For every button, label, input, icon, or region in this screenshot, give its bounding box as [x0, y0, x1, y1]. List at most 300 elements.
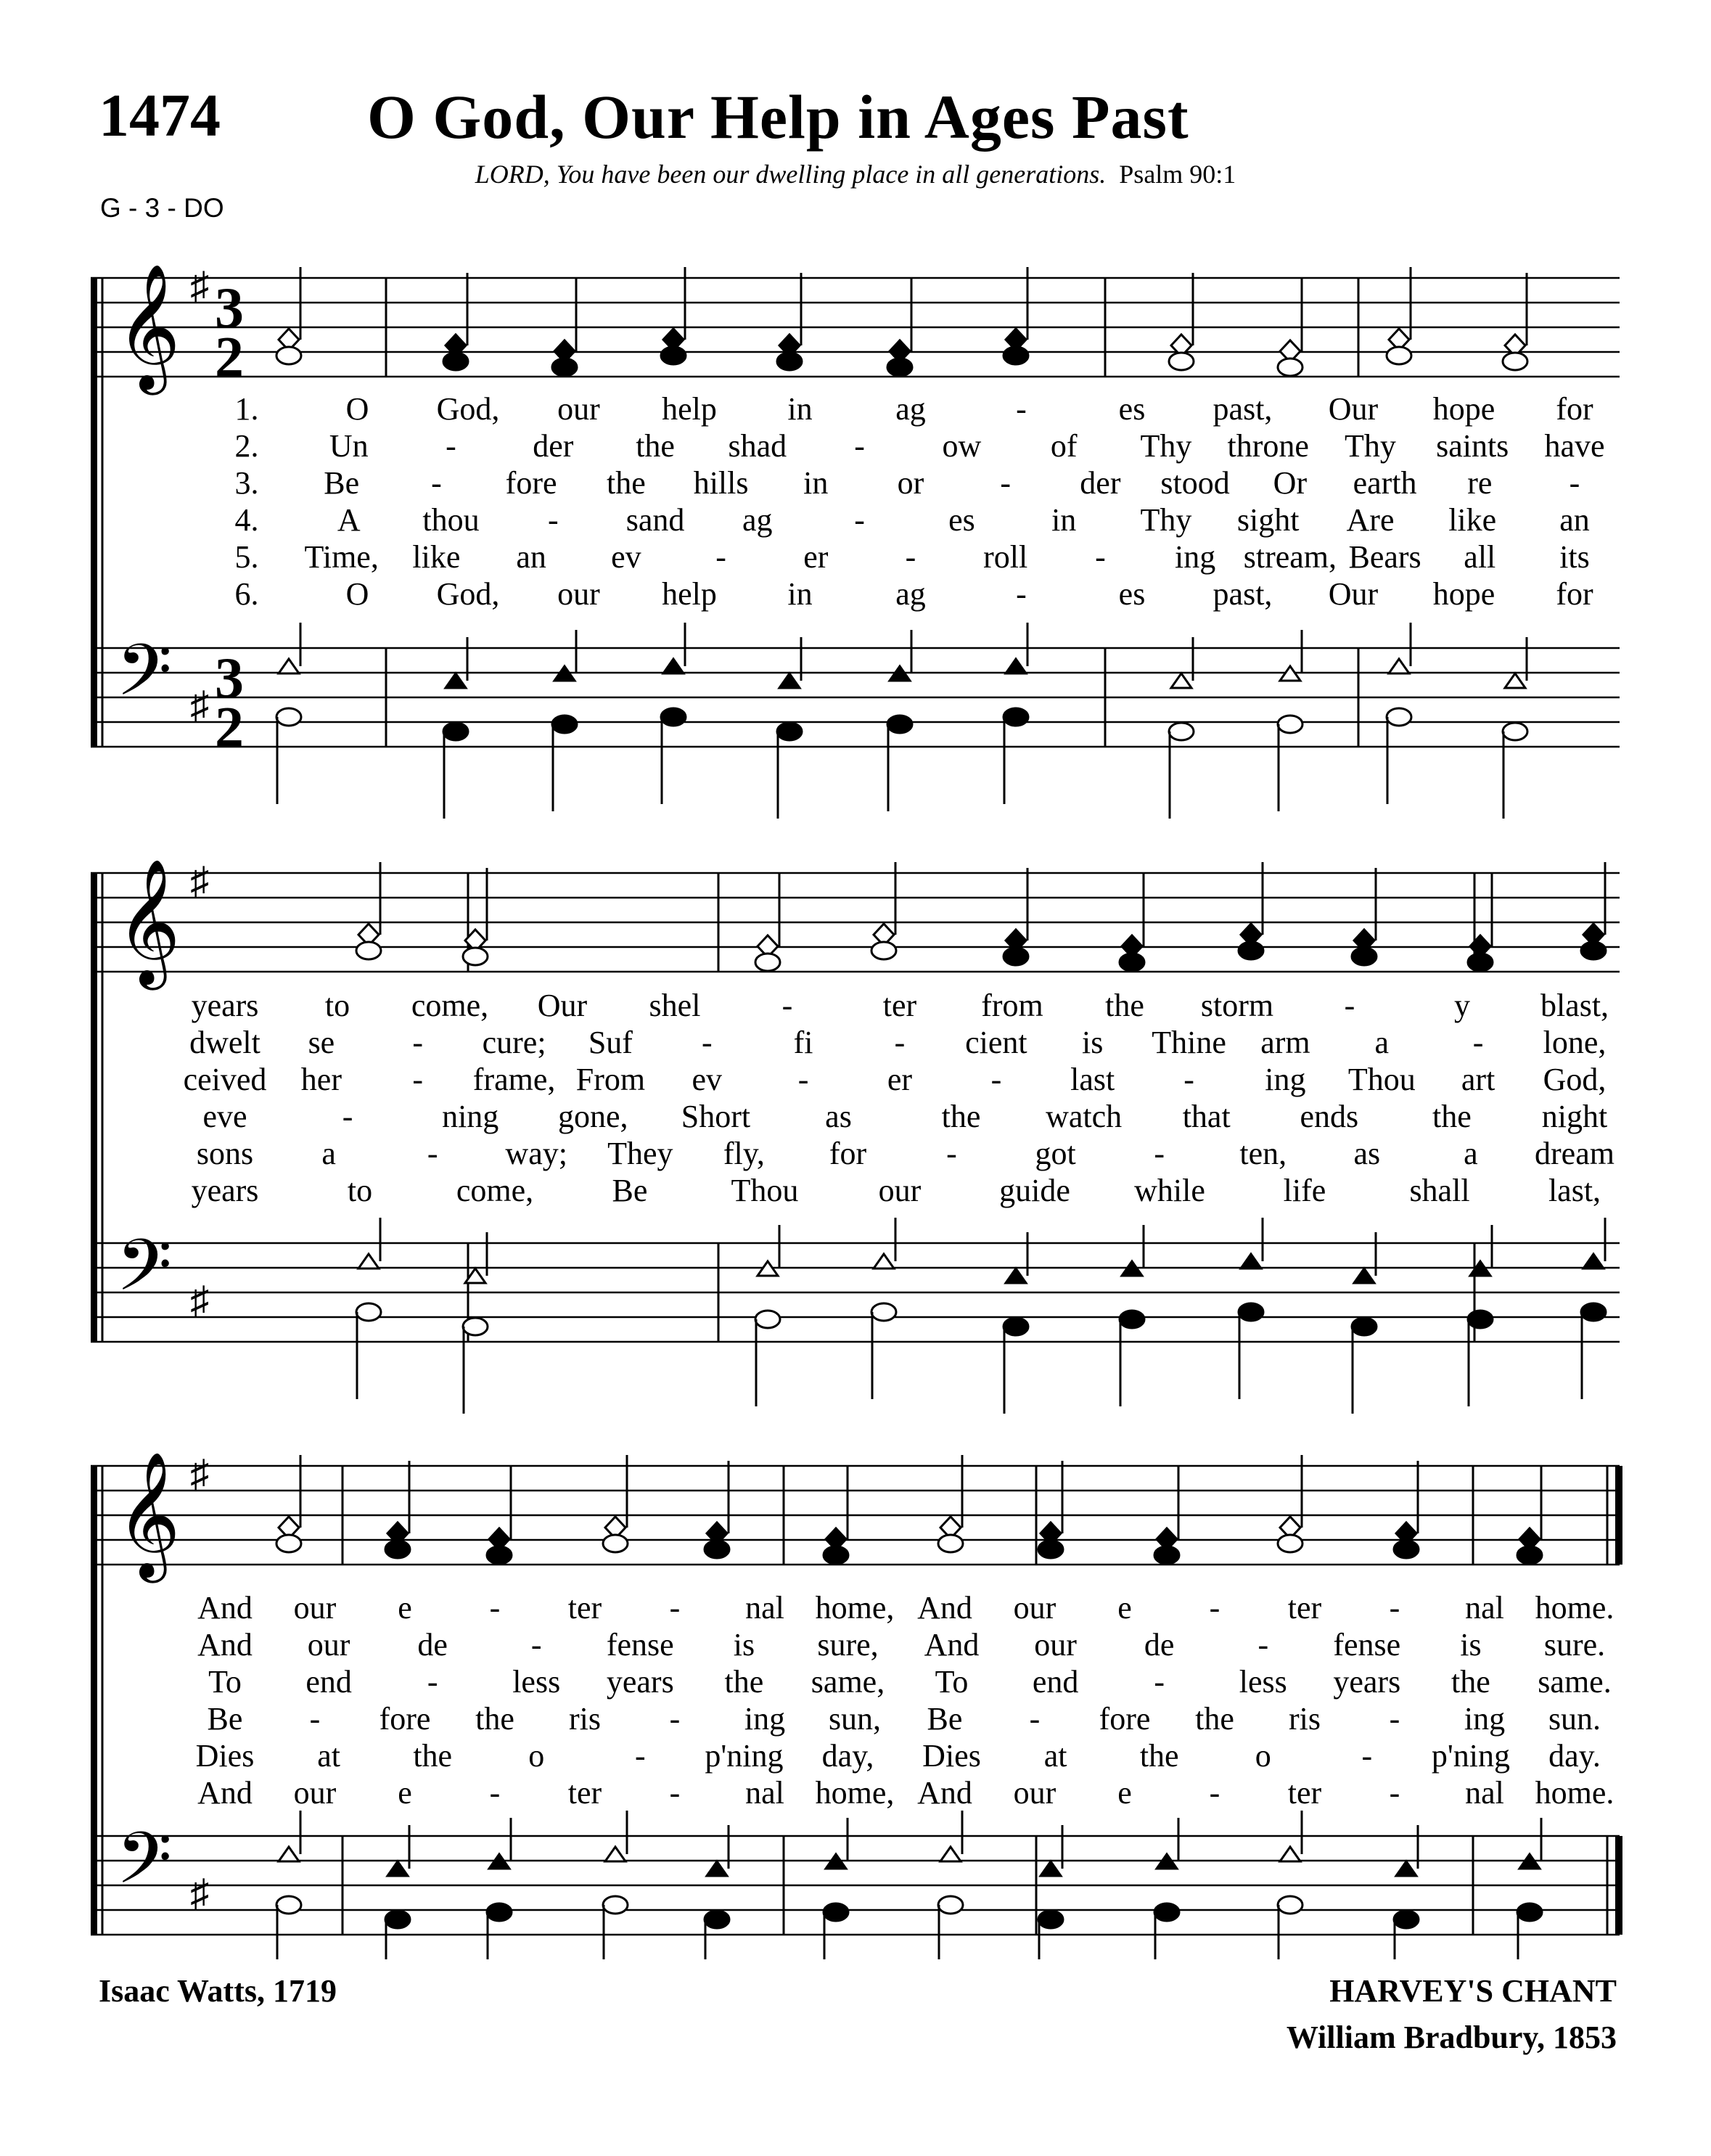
lyric-syllable: Be	[324, 465, 360, 501]
scripture-reference: Psalm 90:1	[1119, 160, 1236, 189]
lyric-syllable: p'ning	[1431, 1738, 1510, 1774]
note-head	[887, 716, 912, 733]
lyric-syllable: sons	[196, 1136, 254, 1171]
lyric-syllable: hope	[1432, 576, 1495, 612]
lyric-syllable: in	[803, 465, 829, 501]
time-signature-bottom: 2	[215, 326, 244, 390]
lyric-syllable: o	[1255, 1738, 1271, 1774]
lyric-syllable: shall	[1409, 1173, 1470, 1208]
lyric-syllable: same,	[811, 1664, 885, 1700]
lyric-syllable: while	[1134, 1173, 1205, 1208]
lyric-syllable: ter	[1287, 1775, 1322, 1811]
lyric-syllable: ev	[611, 539, 641, 575]
lyric-syllable: e	[1117, 1775, 1132, 1811]
note-head	[487, 1546, 512, 1564]
lyric-syllable: se	[308, 1025, 335, 1060]
lyric-syllable: ter	[567, 1775, 602, 1811]
lyric-syllable: end	[1032, 1664, 1079, 1700]
lyric-syllable: years	[191, 988, 259, 1023]
note-head	[1387, 708, 1411, 726]
note-head	[463, 948, 488, 965]
note-head	[661, 708, 686, 726]
lyric-syllable: sure.	[1543, 1627, 1606, 1663]
lyric-syllable: o	[528, 1738, 545, 1774]
lyric-syllable: fi	[793, 1025, 813, 1060]
lyric-syllable: ter	[882, 988, 917, 1023]
scripture-quote: LORD, You have been our dwelling place in all generations.	[475, 160, 1107, 189]
note-head	[1004, 347, 1028, 364]
lyric-syllable: come,	[456, 1173, 534, 1208]
lyric-syllable: lone,	[1543, 1025, 1607, 1060]
lyric-syllable: for	[1556, 576, 1593, 612]
final-bar-line	[1615, 1466, 1622, 1565]
lyric-syllable: less	[1239, 1664, 1287, 1700]
lyric-syllable: -	[427, 1136, 438, 1171]
lyric-syllable: gone,	[558, 1099, 628, 1134]
note-head	[1352, 948, 1376, 965]
lyric-syllable: es	[948, 502, 975, 538]
note-head	[1278, 1535, 1302, 1552]
lyric-syllable: an	[1559, 502, 1590, 538]
lyric-syllable: 2.	[234, 428, 259, 464]
lyric-syllable: at	[317, 1738, 340, 1774]
lyric-syllable: er	[887, 1062, 913, 1097]
lyric-syllable: storm	[1200, 988, 1274, 1023]
lyric-syllable: saints	[1436, 428, 1509, 464]
note-head	[1120, 1311, 1144, 1328]
lyric-syllable: fore	[379, 1701, 431, 1737]
note-head	[1389, 659, 1409, 673]
sharp-icon: ♯	[190, 266, 209, 307]
lyric-syllable: our	[1013, 1775, 1056, 1811]
note-head	[824, 1546, 848, 1564]
note-head	[387, 1861, 408, 1876]
lyric-syllable: -	[342, 1099, 353, 1134]
lyric-syllable: -	[489, 1590, 501, 1626]
lyric-syllable: sun.	[1548, 1701, 1601, 1737]
note-head	[1468, 1311, 1493, 1328]
note-head	[1004, 708, 1028, 726]
lyric-syllable: -	[1154, 1136, 1165, 1171]
note-head	[463, 1318, 488, 1335]
note-head	[1278, 716, 1302, 733]
note-head	[871, 942, 896, 959]
lyric-syllable: -	[1361, 1738, 1373, 1774]
lyric-syllable: Time,	[304, 539, 379, 575]
lyric-syllable: -	[669, 1590, 681, 1626]
lyric-syllable: And	[924, 1627, 980, 1663]
lyric-syllable: 6.	[234, 576, 259, 612]
lyric-syllable: Our	[1328, 576, 1379, 612]
music-system	[91, 861, 1620, 1414]
lyric-syllable: -	[1016, 576, 1027, 612]
lyric-syllable: nal	[1465, 1775, 1504, 1811]
sharp-icon: ♯	[190, 685, 209, 726]
system-bracket	[91, 278, 97, 747]
lyric-syllable: watch	[1046, 1099, 1123, 1134]
lyric-syllable: our	[293, 1775, 337, 1811]
lyric-syllable: Short	[681, 1099, 751, 1134]
lyric-syllable: -	[1569, 465, 1580, 501]
lyric-syllable: its	[1559, 539, 1590, 575]
lyric-syllable: -	[946, 1136, 957, 1171]
lyric-syllable: guide	[999, 1173, 1070, 1208]
lyric-syllable: day,	[821, 1738, 874, 1774]
treble-clef-icon: 𝄞	[116, 267, 181, 388]
lyric-syllable: nal	[745, 1775, 784, 1811]
lyric-syllable: nal	[1465, 1590, 1504, 1626]
note-head	[707, 1861, 727, 1876]
lyric-syllable: God,	[436, 576, 500, 612]
lyric-syllable: in	[787, 391, 813, 427]
lyric-syllable: And	[917, 1590, 972, 1626]
lyric-syllable: a	[1374, 1025, 1390, 1060]
bass-clef-icon: 𝄢	[116, 631, 173, 728]
lyric-syllable: to	[324, 988, 350, 1023]
lyric-syllable: frame,	[472, 1062, 556, 1097]
lyric-syllable: our	[1013, 1590, 1056, 1626]
lyric-syllable: O	[345, 391, 369, 427]
lyric-syllable: sand	[625, 502, 685, 538]
lyric-syllable: help	[662, 576, 717, 612]
note-head	[1517, 1903, 1542, 1921]
note-head	[938, 1535, 963, 1552]
lyric-syllable: come,	[411, 988, 489, 1023]
lyric-syllable: -	[1389, 1701, 1400, 1737]
lyric-syllable: fore	[1099, 1701, 1151, 1737]
lyric-syllable: all	[1464, 539, 1496, 575]
lyric-syllable: night	[1541, 1099, 1608, 1134]
note-head	[443, 723, 468, 740]
lyric-syllable: our	[557, 576, 600, 612]
lyric-syllable: es	[1118, 576, 1146, 612]
lyric-syllable: like	[412, 539, 461, 575]
lyric-syllable: a	[1464, 1136, 1478, 1171]
lyric-syllable: -	[854, 428, 865, 464]
sharp-icon: ♯	[190, 1280, 209, 1321]
lyric-syllable: -	[1389, 1775, 1400, 1811]
lyric-syllable: -	[309, 1701, 321, 1737]
note-head	[1004, 1318, 1028, 1335]
lyric-syllable: as	[1353, 1136, 1381, 1171]
lyric-syllable: less	[512, 1664, 561, 1700]
note-head	[443, 353, 468, 370]
note-head	[1171, 673, 1191, 688]
note-head	[663, 659, 684, 673]
lyric-syllable: a	[321, 1136, 336, 1171]
lyric-syllable: -	[1016, 391, 1027, 427]
lyric-syllable: Bears	[1348, 539, 1421, 575]
lyric-syllable: Or	[1273, 465, 1308, 501]
note-head	[605, 1847, 625, 1861]
lyric-syllable: -	[1095, 539, 1106, 575]
lyric-syllable: fense	[606, 1627, 674, 1663]
lyric-syllable: last,	[1548, 1173, 1601, 1208]
note-head	[777, 723, 802, 740]
note-head	[755, 1311, 780, 1328]
note-head	[603, 1535, 628, 1552]
lyric-syllable: God,	[1543, 1062, 1607, 1097]
lyric-syllable: like	[1448, 502, 1497, 538]
lyric-syllable: ing	[744, 1701, 786, 1737]
lyric-syllable: years	[606, 1664, 674, 1700]
lyric-syllable: O	[345, 576, 369, 612]
lyric-syllable: got	[1035, 1136, 1076, 1171]
lyric-syllable: fore	[505, 465, 557, 501]
lyric-syllable: throne	[1227, 428, 1309, 464]
lyric-syllable: ing	[1265, 1062, 1306, 1097]
lyric-syllable: or	[897, 465, 924, 501]
lyric-syllable: ris	[569, 1701, 601, 1737]
note-head	[446, 673, 466, 688]
note-head	[487, 1903, 512, 1921]
lyric-syllable: Thou	[1347, 1062, 1416, 1097]
lyric-syllable: p'ning	[705, 1738, 784, 1774]
lyric-syllable: the	[607, 465, 646, 501]
note-head	[1041, 1861, 1061, 1876]
hymn-number: 1474	[99, 82, 221, 149]
lyric-syllable: y	[1454, 988, 1470, 1023]
lyric-syllable: is	[733, 1627, 755, 1663]
music-system	[91, 1454, 1622, 1959]
note-head	[1239, 1303, 1263, 1321]
lyric-syllable: ter	[567, 1590, 602, 1626]
lyric-syllable: -	[1257, 1627, 1269, 1663]
lyric-syllable: fly,	[723, 1136, 765, 1171]
note-head	[1278, 1896, 1302, 1914]
lyric-syllable: fense	[1333, 1627, 1401, 1663]
lyric-syllable: the	[1139, 1738, 1179, 1774]
lyric-syllable: Are	[1346, 502, 1395, 538]
note-head	[552, 716, 577, 733]
lyric-syllable: -	[412, 1025, 424, 1060]
note-head	[874, 1254, 894, 1268]
lyric-syllable: is	[1460, 1627, 1482, 1663]
lyric-syllable: sun,	[828, 1701, 882, 1737]
lyric-syllable: arm	[1260, 1025, 1310, 1060]
lyric-syllable: the	[1105, 988, 1144, 1023]
lyric-syllable: Our	[1328, 391, 1379, 427]
lyric-syllable: e	[398, 1590, 412, 1626]
lyric-syllable: the	[1451, 1664, 1490, 1700]
lyric-syllable: home.	[1535, 1775, 1614, 1811]
lyric-syllable: is	[1082, 1025, 1104, 1060]
lyric-syllable: shad	[728, 428, 787, 464]
lyric-syllable: 1.	[234, 391, 259, 427]
note-head	[871, 1303, 896, 1321]
note-head	[1120, 954, 1144, 971]
lyric-syllable: And	[197, 1627, 253, 1663]
note-head	[279, 1847, 299, 1861]
lyric-syllable: -	[634, 1738, 646, 1774]
treble-clef-icon: 𝄞	[116, 1455, 181, 1575]
lyric-syllable: Be	[927, 1701, 963, 1737]
note-head	[1387, 347, 1411, 364]
lyric-syllable: -	[1209, 1590, 1220, 1626]
note-head	[1394, 1911, 1419, 1928]
note-head	[938, 1896, 963, 1914]
lyric-syllable: re	[1467, 465, 1493, 501]
author-credit: Isaac Watts, 1719	[99, 1973, 337, 2009]
lyric-syllable: -	[1472, 1025, 1484, 1060]
lyric-syllable: the	[475, 1701, 514, 1737]
note-head	[276, 1896, 301, 1914]
note-head	[779, 673, 800, 688]
lyric-syllable: past,	[1213, 576, 1273, 612]
note-head	[1505, 673, 1525, 688]
lyric-syllable: roll	[983, 539, 1028, 575]
system-bracket	[91, 1466, 97, 1935]
lyric-syllable: -	[894, 1025, 906, 1060]
lyric-syllable: our	[307, 1627, 350, 1663]
lyric-syllable: Suf	[588, 1025, 633, 1060]
lyric-syllable: from	[981, 988, 1043, 1023]
note-head	[356, 1303, 381, 1321]
lyric-syllable: -	[446, 428, 456, 464]
lyric-syllable: From	[575, 1062, 646, 1097]
lyric-syllable: ceived	[183, 1062, 267, 1097]
bass-clef-icon: 𝄢	[116, 1226, 173, 1323]
lyric-syllable: that	[1182, 1099, 1231, 1134]
lyric-syllable: -	[854, 502, 865, 538]
bass-clef-icon: 𝄢	[116, 1819, 173, 1916]
lyric-syllable: -	[669, 1775, 681, 1811]
lyric-syllable: help	[662, 391, 717, 427]
note-head	[1503, 353, 1527, 370]
note-head	[552, 358, 577, 376]
note-head	[1581, 1303, 1606, 1321]
lyric-syllable: stood	[1160, 465, 1230, 501]
lyric-syllable: -	[701, 1025, 713, 1060]
lyric-syllable: past,	[1213, 391, 1273, 427]
lyric-syllable: sure,	[817, 1627, 879, 1663]
lyric-syllable: er	[803, 539, 829, 575]
lyric-syllable: Thy	[1140, 428, 1192, 464]
lyric-syllable: for	[1556, 391, 1593, 427]
note-head	[705, 1541, 729, 1558]
lyric-syllable: -	[431, 465, 442, 501]
note-head	[276, 708, 301, 726]
note-head	[1468, 954, 1493, 971]
lyric-syllable: der	[533, 428, 574, 464]
lyric-syllable: And	[917, 1775, 972, 1811]
lyric-syllable: years	[191, 1173, 259, 1208]
treble-clef-icon: 𝄞	[116, 862, 181, 983]
note-head	[356, 942, 381, 959]
note-head	[1581, 942, 1606, 959]
sharp-icon: ♯	[190, 1454, 209, 1495]
lyric-syllable: dwelt	[189, 1025, 260, 1060]
lyric-syllable: home,	[815, 1775, 895, 1811]
note-head	[777, 353, 802, 370]
note-head	[1354, 1268, 1374, 1283]
note-head	[1038, 1541, 1063, 1558]
note-head	[1503, 723, 1527, 740]
lyric-syllable: the	[941, 1099, 981, 1134]
lyric-syllable: of	[1050, 428, 1078, 464]
lyric-syllable: have	[1544, 428, 1605, 464]
lyric-syllable: hills	[693, 465, 749, 501]
lyric-syllable: -	[797, 1062, 809, 1097]
lyric-syllable: -	[1389, 1590, 1400, 1626]
lyric-syllable: Be	[207, 1701, 243, 1737]
note-head	[385, 1541, 410, 1558]
lyric-syllable: blast,	[1540, 988, 1609, 1023]
lyric-syllable: Thy	[1140, 502, 1192, 538]
lyric-syllable: thou	[422, 502, 480, 538]
note-head	[1394, 1541, 1419, 1558]
lyric-syllable: -	[781, 988, 793, 1023]
note-head	[1278, 358, 1302, 376]
lyric-syllable: the	[1432, 1099, 1472, 1134]
note-head	[1169, 723, 1194, 740]
lyric-syllable: life	[1283, 1173, 1326, 1208]
lyric-syllable: ow	[942, 428, 982, 464]
lyric-syllable: cient	[965, 1025, 1027, 1060]
sharp-icon: ♯	[190, 861, 209, 902]
time-signature-top: 3	[215, 276, 244, 340]
time-signature-bottom: 2	[215, 696, 244, 760]
lyric-syllable: ning	[442, 1099, 499, 1134]
lyric-syllable: -	[905, 539, 916, 575]
lyric-syllable: ten,	[1239, 1136, 1287, 1171]
lyric-syllable: To	[935, 1664, 969, 1700]
lyric-syllable: -	[669, 1701, 681, 1737]
lyric-syllable: as	[825, 1099, 852, 1134]
lyric-syllable: ris	[1289, 1701, 1321, 1737]
lyric-syllable: dream	[1535, 1136, 1614, 1171]
lyric-syllable: day.	[1548, 1738, 1601, 1774]
lyric-syllable: Thou	[731, 1173, 799, 1208]
lyric-syllable: ing	[1464, 1701, 1506, 1737]
lyric-syllable: de	[417, 1627, 448, 1663]
lyric-syllable: ag	[895, 576, 926, 612]
lyric-syllable: home,	[815, 1590, 895, 1626]
note-head	[1154, 1903, 1179, 1921]
hymn-title: O God, Our Help in Ages Past	[367, 82, 1189, 152]
lyric-syllable: -	[427, 1664, 438, 1700]
lyric-syllable: ag	[742, 502, 773, 538]
note-head	[1169, 353, 1194, 370]
lyric-syllable: to	[347, 1173, 373, 1208]
lyric-syllable: eve	[202, 1099, 247, 1134]
note-head	[940, 1847, 961, 1861]
note-head	[385, 1911, 410, 1928]
lyric-syllable: our	[293, 1590, 337, 1626]
lyric-syllable: earth	[1353, 465, 1417, 501]
note-head	[1038, 1911, 1063, 1928]
lyric-syllable: ag	[895, 391, 926, 427]
note-head	[1239, 942, 1263, 959]
lyric-syllable: for	[829, 1136, 867, 1171]
lyric-syllable: the	[636, 428, 675, 464]
note-head	[1583, 1254, 1604, 1268]
lyric-syllable: They	[607, 1136, 673, 1171]
lyric-syllable: Dies	[195, 1738, 255, 1774]
lyric-syllable: stream,	[1243, 539, 1337, 575]
lyric-syllable: Our	[537, 988, 588, 1023]
lyric-syllable: 5.	[234, 539, 259, 575]
lyric-syllable: our	[1034, 1627, 1077, 1663]
note-head	[603, 1896, 628, 1914]
lyric-syllable: nal	[745, 1590, 784, 1626]
lyric-syllable: an	[516, 539, 546, 575]
note-head	[276, 1535, 301, 1552]
lyric-syllable: A	[337, 502, 361, 538]
lyric-syllable: hope	[1432, 391, 1495, 427]
lyric-syllable: e	[1117, 1590, 1132, 1626]
note-head	[1006, 659, 1026, 673]
